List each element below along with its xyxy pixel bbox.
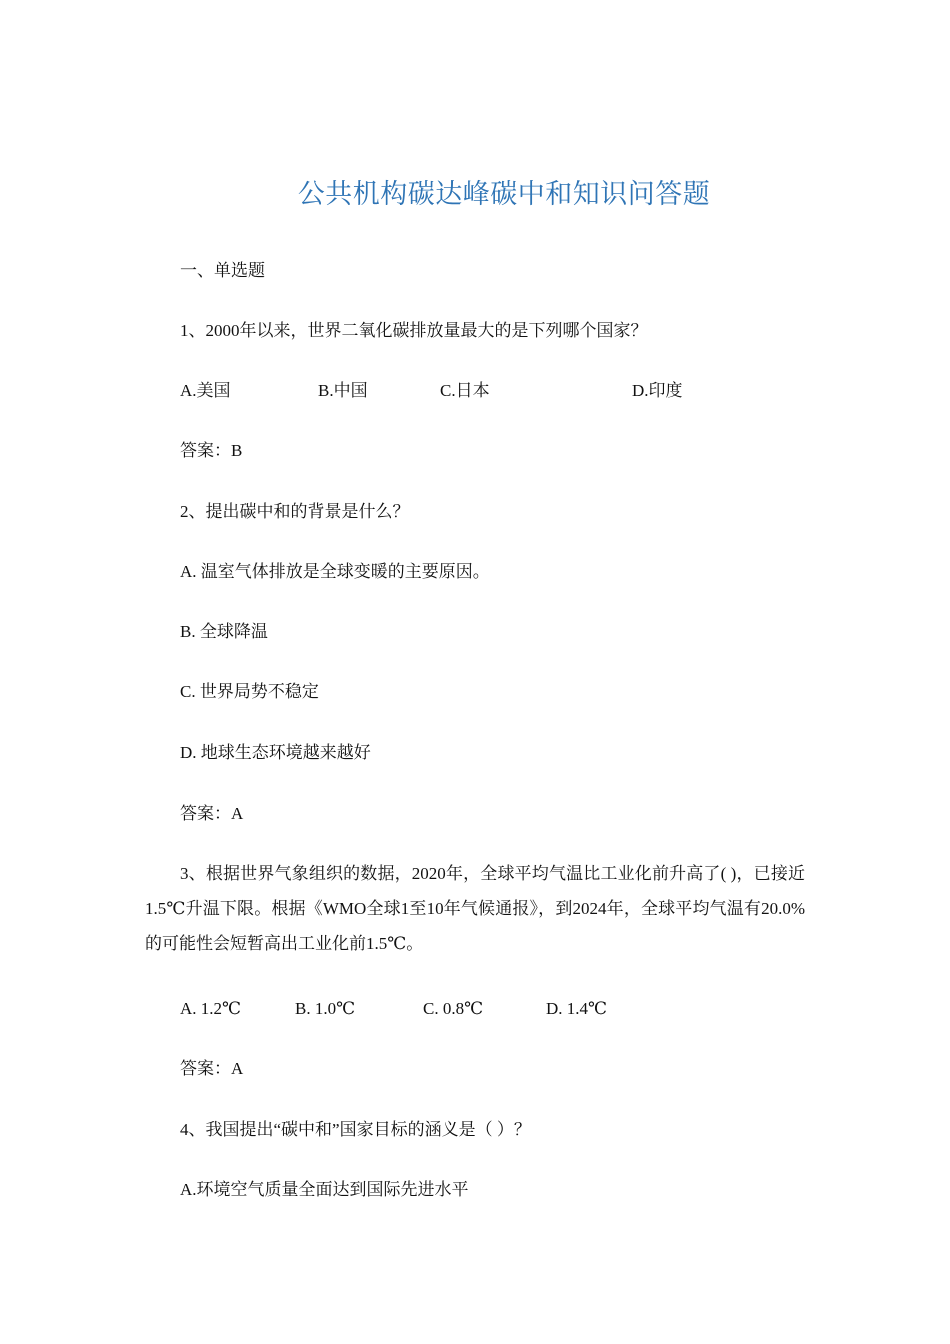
question-2-option-a: A. 温室气体排放是全球变暖的主要原因。 — [180, 562, 490, 581]
question-3-option-a: A. 1.2℃ — [180, 999, 242, 1018]
question-1-text: 1、2000年以来，世界二氧化碳排放量最大的是下列哪个国家？ — [180, 321, 648, 340]
question-2-option-c: C. 世界局势不稳定 — [180, 682, 319, 701]
document-title: 公共机构碳达峰碳中和知识问答题 — [297, 179, 711, 210]
question-2-option-d: D. 地球生态环境越来越好 — [180, 743, 371, 762]
question-1-option-d: D.印度 — [632, 381, 683, 400]
question-3-option-c: C. 0.8℃ — [423, 999, 484, 1018]
question-1-option-a: A.美国 — [180, 381, 231, 400]
question-1-option-b: B.中国 — [318, 381, 368, 400]
section-heading: 一、单选题 — [180, 261, 265, 280]
question-2-answer: 答案：A — [180, 804, 244, 823]
question-3-option-d: D. 1.4℃ — [546, 999, 608, 1018]
question-3-answer: 答案：A — [180, 1059, 244, 1078]
question-1-option-c: C.日本 — [440, 381, 490, 400]
question-2-option-b: B. 全球降温 — [180, 622, 268, 641]
question-4-text: 4、我国提出“碳中和”国家目标的涵义是（ ）？ — [180, 1120, 531, 1139]
question-1-answer: 答案：B — [180, 441, 243, 460]
question-2-text: 2、提出碳中和的背景是什么？ — [180, 502, 410, 521]
question-3-option-b: B. 1.0℃ — [295, 999, 356, 1018]
question-3-text: 3、根据世界气象组织的数据，2020年，全球平均气温比工业化前升高了( )，已接近1.5℃升温下限。根据《WMO全球1至10年气候通报》，到2024年，全球平均气温有20.0%的可能性会短暂高出工业化前1.5℃。 — [145, 864, 805, 953]
question-4-option-a: A.环境空气质量全面达到国际先进水平 — [180, 1180, 469, 1199]
